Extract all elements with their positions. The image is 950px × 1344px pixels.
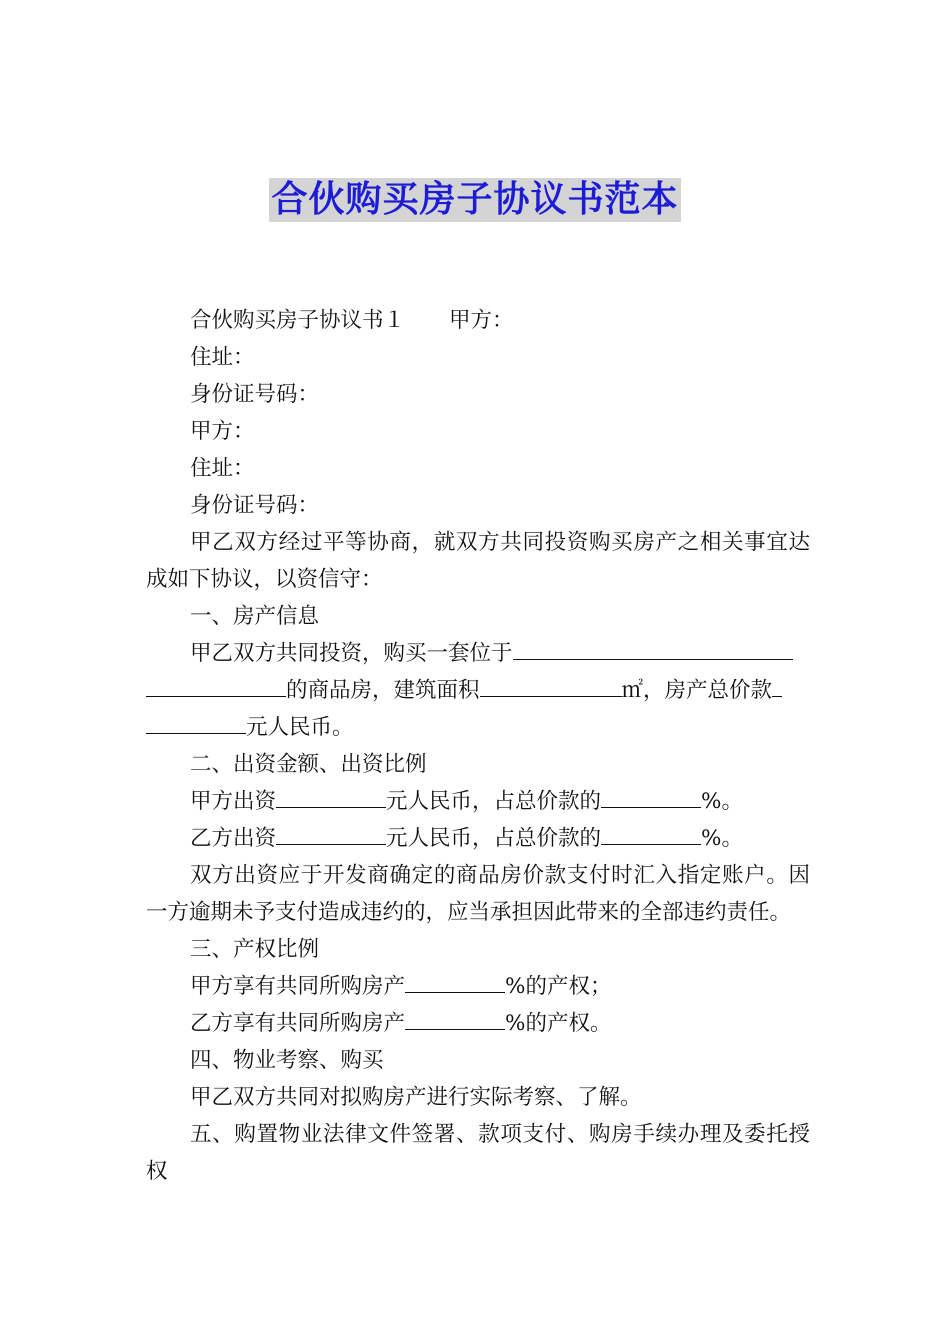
ownership-blank (405, 968, 505, 993)
section-2-heading: 二、出资金额、出资比例 (190, 752, 427, 777)
section-4-heading: 四、物业考察、购买 (190, 1048, 384, 1073)
contribution-share-text: 元人民币，占总价款的 (386, 789, 602, 814)
contribution-share-text: 元人民币，占总价款的 (386, 826, 602, 851)
percent-sign: %。 (701, 826, 743, 851)
currency-text: 元人民币。 (246, 715, 354, 740)
percent-sign: %。 (701, 789, 743, 814)
area-text: 的商品房，建筑面积 (286, 678, 480, 703)
party-b-id: 身份证号码： (190, 493, 320, 518)
document-body (146, 302, 810, 1190)
section-1-heading: 一、房产信息 (190, 604, 320, 629)
amount-blank (276, 783, 386, 808)
title-container (0, 178, 950, 222)
property-price-line (146, 709, 810, 746)
party-a-id: 身份证号码： (190, 382, 320, 407)
percent-blank (601, 783, 701, 808)
amount-blank (276, 820, 386, 845)
party-a-label: 甲方： (449, 308, 514, 333)
paragraph-heading-line (146, 302, 810, 339)
property-location-line (146, 635, 810, 672)
price-blank-cont (146, 709, 246, 734)
section-3-heading: 三、产权比例 (190, 937, 320, 962)
payment-paragraph: 双方出资应于开发商确定的商品房价款支付时汇入指定账户。因一方逾期未予支付造成违约的，应当承担因此带来的全部违约责任。 (146, 863, 810, 925)
percent-blank (601, 820, 701, 845)
document-title: 合伙购买房子协议书范本 (271, 179, 679, 220)
preamble-paragraph: 甲乙双方经过平等协商，就双方共同投资购买房产之相关事宜达成如下协议，以资信守： (146, 530, 810, 592)
price-blank (772, 672, 782, 697)
property-area-line (146, 672, 810, 709)
ownership-suffix: %的产权； (505, 974, 612, 999)
party-a-contribution (146, 783, 810, 820)
party-b-contribution (146, 820, 810, 857)
party-a-address: 住址： (190, 345, 255, 370)
ownership-suffix: %的产权。 (505, 1011, 612, 1036)
contribution-label: 乙方出资 (190, 826, 277, 851)
location-text: 甲乙双方共同投资，购买一套位于 (190, 641, 513, 666)
contribution-label: 甲方出资 (190, 789, 277, 814)
location-blank-cont (146, 672, 286, 697)
ownership-text: 乙方享有共同所购房产 (190, 1011, 406, 1036)
party-b-ownership (146, 1005, 810, 1042)
section-5-heading: 五、购置物业法律文件签署、款项支付、购房手续办理及委托授权 (146, 1122, 810, 1184)
party-a-ownership (146, 968, 810, 1005)
party-b-address: 住址： (190, 456, 255, 481)
party-b-label: 甲方： (190, 419, 255, 444)
price-text: ㎡，房产总价款 (621, 678, 773, 703)
location-blank (513, 635, 793, 660)
agreement-number: 合伙购买房子协议书１ (190, 308, 406, 333)
ownership-text: 甲方享有共同所购房产 (190, 974, 406, 999)
area-blank (480, 672, 622, 697)
ownership-blank (405, 1005, 505, 1030)
inspection-paragraph: 甲乙双方共同对拟购房产进行实际考察、了解。 (190, 1085, 642, 1110)
